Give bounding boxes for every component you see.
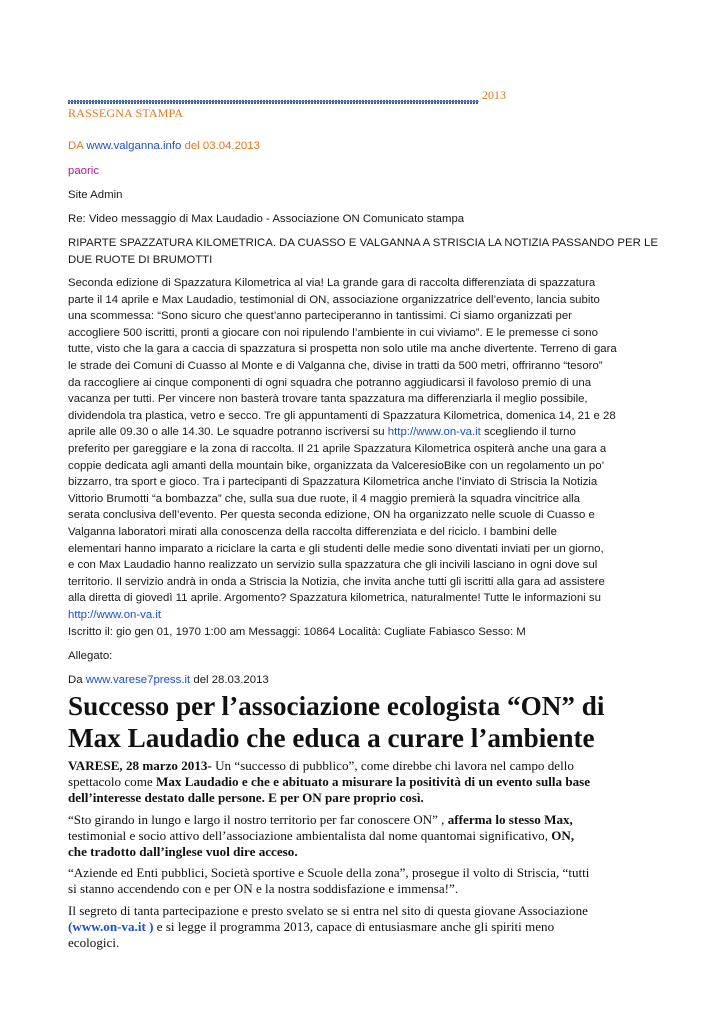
body-line: tutte, visto che la gara a caccia di spazzatura si prospetta non solo utile ma anche divertente. Terreno di gara bbox=[68, 343, 617, 356]
source-link[interactable]: www.varese7press.it bbox=[85, 674, 191, 686]
para-line: ecologici. bbox=[68, 935, 120, 950]
body-line: dividendola tra plastica, vetro e secco. Tre gli appuntamenti di Spazzatura Kilometrica, domenica 14, 21 e 28 bbox=[68, 409, 616, 422]
body-line bbox=[68, 424, 658, 441]
post-author[interactable]: paoric bbox=[68, 165, 100, 177]
source-date: del 03.04.2013 bbox=[184, 140, 260, 152]
body-line: elementari hanno imparato a riciclare la carta e gli studenti delle medie sono diventati inviati per un giorno, bbox=[68, 542, 604, 555]
body-line: alla diretta di giovedì 11 aprile. Argomento? Spazzatura kilometrica, naturalmente! Tutte le informazioni su bbox=[68, 592, 601, 605]
article-paragraph-1 bbox=[68, 758, 668, 806]
post-attachment[interactable]: Allegato: bbox=[68, 650, 113, 662]
source-prefix: Da bbox=[68, 674, 83, 686]
body-line: bizzarro, tra sport e gioco. Tra i partecipanti di Spazzatura Kilometrica anche l’inviato di Striscia la Notizia bbox=[68, 476, 598, 489]
body-line: vacanza per tutti. Per vincere non basterà trovare tanta spazzatura ma differenziarla il meglio possibile, bbox=[68, 393, 588, 406]
para-line bbox=[68, 790, 668, 806]
para-line: “Aziende ed Enti pubblici, Società sportive e Scuole della zona”, prosegue il volto di Striscia, “tutti bbox=[68, 865, 590, 880]
body-line: Vittorio Brumotti “a bombazza” che, sulla sua due ruote, il 4 maggio premierà la squadra vincitrice alla bbox=[68, 492, 580, 505]
body-line: territorio. Il servizio andrà in onda a Striscia la Notizia, che invita anche tutti gli iscritti alla gara ad assistere bbox=[68, 575, 605, 588]
body-line: preferito per gareggiare e la zona di raccolta. Il 21 aprile Spazzatura Kilometrica ospiterà anche una gara a bbox=[68, 442, 607, 455]
para-line bbox=[68, 812, 668, 828]
body-line: accogliere 500 iscritti, pronti a giocare con noi ripulendo l’ambiente in cui viviamo”. E le premesse ci sono bbox=[68, 326, 598, 339]
on-va-link[interactable]: http://www.on-va.it bbox=[68, 608, 162, 621]
body-line: parte il 14 aprile e Max Laudadio, testimonial di ON, associazione organizzatrice dell’evento, lancia subito bbox=[68, 293, 600, 306]
body-line: e con Max Laudadio hanno realizzato un servizio sulla spazzatura che gli incivili lasciano in ogni dove sul bbox=[68, 559, 598, 572]
para-bold: afferma lo stesso Max, bbox=[447, 812, 573, 827]
para-text: Un “successo di pubblico”, come direbbe chi lavora nel campo dello bbox=[211, 758, 574, 773]
dateline: VARESE, 28 marzo 2013- bbox=[68, 758, 212, 773]
article-paragraph-2 bbox=[68, 812, 668, 860]
on-va-link[interactable]: http://www.on-va.it bbox=[387, 426, 481, 439]
body-line: da raccogliere ai cinque componenti di ogni squadra che potranno aggiudicarsi il favoloso premio di una bbox=[68, 376, 592, 389]
article-paragraph-3 bbox=[68, 865, 668, 897]
on-va-link[interactable]: (www.on-va.it ) bbox=[68, 919, 154, 934]
body-line: le strade dei Comuni di Cuasso al Monte e di Valganna che, divise in tratti da 500 metri, offriranno “tesoro” bbox=[68, 359, 603, 372]
body-text: aprile alle 09.30 o alle 14.30. Le squadre potranno iscriversi su bbox=[68, 426, 388, 439]
source-link[interactable]: www.valganna.info bbox=[86, 140, 182, 152]
title-line: Max Laudadio che educa a curare l’ambiente bbox=[68, 723, 595, 753]
para-line bbox=[68, 758, 668, 774]
source-prefix: DA bbox=[68, 140, 84, 152]
post-subject: Re: Video messaggio di Max Laudadio - Associazione ON Comunicato stampa bbox=[68, 213, 465, 225]
para-text: “Sto girando in lungo e largo il nostro territorio per far conoscere ON” , bbox=[68, 812, 448, 827]
title-line: Successo per l’associazione ecologista “ON” di bbox=[68, 691, 605, 721]
para-line: si stanno accendendo con e per ON e la nostra soddisfazione e immensa!”. bbox=[68, 881, 459, 896]
body-line: Seconda edizione di Spazzatura Kilometrica al via! La grande gara di raccolta differenziata di spazzatura bbox=[68, 277, 596, 289]
article-title bbox=[68, 690, 688, 754]
post-body bbox=[68, 275, 658, 623]
para-line: Il segreto di tanta partecipazione e presto svelato se si entra nel sito di questa giovane Associazione bbox=[68, 903, 588, 918]
para-bold: che tradotto dall’inglese vuol dire acceso. bbox=[68, 844, 298, 859]
header-year: 2013 bbox=[482, 88, 506, 102]
body-line: coppie dedicata agli amanti della mountain bike, organizzata da ValceresioBike con un regolamento un po’ bbox=[68, 459, 605, 472]
source-date: del 28.03.2013 bbox=[193, 674, 269, 686]
body-line: serata conclusiva dell’evento. Per questa seconda edizione, ON ha organizzato nelle scuole di Cuasso e bbox=[68, 509, 595, 522]
para-line bbox=[68, 828, 668, 844]
para-line bbox=[68, 919, 668, 935]
header-rassegna: RASSEGNA STAMPA bbox=[68, 106, 184, 120]
article-paragraph-4 bbox=[68, 903, 668, 951]
para-line bbox=[68, 844, 668, 860]
body-text: scegliendo il turno bbox=[480, 426, 576, 439]
post-role: Site Admin bbox=[68, 189, 123, 201]
post-meta: Iscritto il: gio gen 01, 1970 1:00 am Messaggi: 10864 Località: Cugliate Fabiasco Sesso: M bbox=[68, 626, 526, 638]
body-line: una scommessa: “Sono sicuro che quest’anno parteciperanno in tantissimi. Ci siamo organizzati per bbox=[68, 310, 572, 323]
para-bold: Max Laudadio e che e abituato a misurare la positività di un evento sulla base bbox=[156, 774, 591, 789]
para-bold: ON, bbox=[551, 828, 575, 843]
source-line-1 bbox=[68, 138, 260, 154]
para-bold: dell’interesse destato dalle persone. E per ON pare proprio così. bbox=[68, 790, 424, 805]
source-line-2 bbox=[68, 672, 269, 688]
dotted-rule bbox=[68, 100, 479, 104]
para-text: testimonial e socio attivo dell’associazione ambientalista dal nome quantomai significativo, bbox=[68, 828, 552, 843]
para-text: e si legge il programma 2013, capace di entusiasmare anche gli spiriti meno bbox=[153, 919, 555, 934]
para-line bbox=[68, 774, 668, 790]
headline-line: RIPARTE SPAZZATURA KILOMETRICA. DA CUASSO E VALGANNA A STRISCIA LA NOTIZIA PASSANDO PER LE bbox=[68, 237, 658, 249]
headline-line: DUE RUOTE DI BRUMOTTI bbox=[68, 253, 213, 266]
body-line: Valganna laboratori mirati alla conoscenza della raccolta differenziata e del riciclo. I bambini delle bbox=[68, 525, 558, 538]
post-headline bbox=[68, 235, 658, 268]
para-text: spettacolo come bbox=[68, 774, 156, 789]
